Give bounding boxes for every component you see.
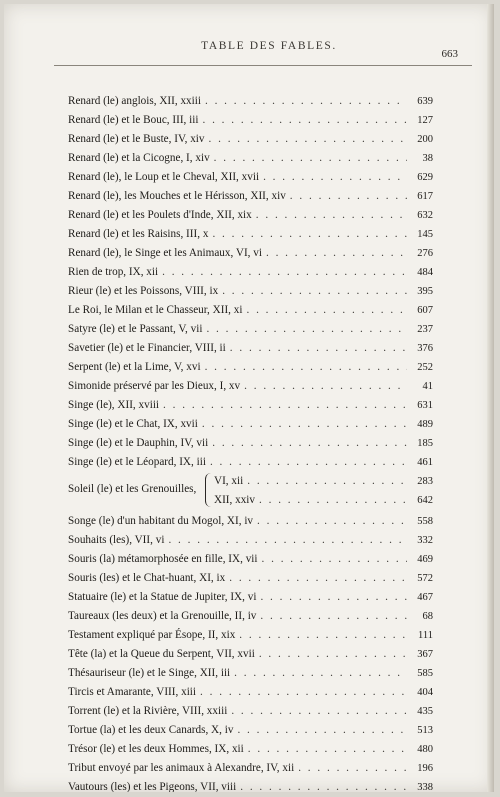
index-entry (68, 532, 433, 548)
entry-title: Simonide préservé par les Dieux, I, xv (68, 380, 241, 392)
index-entry (68, 169, 433, 185)
entry-title: Renard (le) et le Bouc, III, iii (68, 114, 199, 126)
dot-leader (205, 93, 407, 109)
index-entry (68, 378, 433, 394)
index-entry (68, 93, 433, 109)
entry-page: 632 (417, 210, 433, 221)
entry-page: 572 (417, 573, 433, 584)
entry-page: 484 (417, 267, 433, 278)
dot-leader (212, 435, 407, 451)
entry-page: 513 (417, 725, 433, 736)
entry-title: Renard (le) et les Poulets d'Inde, XII, xix (68, 209, 252, 221)
entry-page: 276 (417, 248, 433, 259)
entry-page: 435 (417, 706, 433, 717)
index-entry (68, 302, 433, 318)
entry-page: 68 (422, 611, 433, 622)
entry-title: Souris (la) métamorphosée en fille, IX, vii (68, 553, 258, 565)
dot-leader (247, 473, 407, 489)
entry-page: 467 (417, 592, 433, 603)
index-entry (68, 570, 433, 586)
dot-leader (168, 532, 407, 548)
page-header (4, 40, 494, 60)
index-entry (68, 416, 433, 432)
entry-page: 461 (417, 457, 433, 468)
entry-page: 631 (417, 400, 433, 411)
dot-leader (209, 131, 408, 147)
running-title: TABLE DES FABLES. (201, 40, 337, 52)
dot-leader (210, 454, 407, 470)
entry-page: 283 (417, 476, 433, 487)
entry-title: Tircis et Amarante, VIII, xiii (68, 686, 197, 698)
entry-page: 38 (422, 153, 433, 164)
entry-page: 252 (417, 362, 433, 373)
dot-leader (163, 397, 407, 413)
index-entry (68, 703, 433, 719)
dot-leader (260, 608, 407, 624)
entry-title: Serpent (le) et la Lime, V, xvi (68, 361, 201, 373)
index-entry (68, 513, 433, 529)
dot-leader (259, 492, 407, 508)
entry-title: Singe (le) et le Chat, IX, xvii (68, 418, 198, 430)
dot-leader (222, 283, 407, 299)
entry-title: Renard (le) anglois, XII, xxiii (68, 95, 201, 107)
dot-leader (200, 684, 407, 700)
entry-page: 200 (417, 134, 433, 145)
entry-page: 629 (417, 172, 433, 183)
dot-leader (262, 551, 407, 567)
index-entry (68, 131, 433, 147)
entry-title: Rien de trop, IX, xii (68, 266, 159, 278)
entry-title: Soleil (le) et les Grenouilles, (68, 483, 197, 495)
entry-title: Thésauriseur (le) et le Singe, XII, iii (68, 667, 231, 679)
entry-title: Songe (le) d'un habitant du Mogol, XI, iv (68, 515, 254, 527)
dot-leader (205, 359, 407, 375)
entry-reference: XII, xxiv (214, 494, 256, 506)
entry-reference: VI, xii (214, 475, 244, 487)
entry-page: 404 (417, 687, 433, 698)
dot-leader (298, 760, 407, 776)
page-edge (487, 4, 494, 792)
entry-title: Satyre (le) et le Passant, V, vii (68, 323, 203, 335)
entry-page: 332 (417, 535, 433, 546)
entry-title: Taureaux (les deux) et la Grenouille, II, iv (68, 610, 257, 622)
entry-title: Renard (le), les Mouches et le Hérisson, XII, xiv (68, 190, 286, 202)
index-entry (68, 435, 433, 451)
entry-page: 585 (417, 668, 433, 679)
index-entry (68, 112, 433, 128)
dot-leader (246, 302, 407, 318)
index-entry (68, 589, 433, 605)
index-entry (68, 684, 433, 700)
brace-reference (214, 492, 433, 508)
index-entry (68, 646, 433, 662)
entry-title: Tribut envoyé par les animaux à Alexandre, IV, xii (68, 762, 295, 774)
entry-title: Renard (le), le Loup et le Cheval, XII, xvii (68, 171, 260, 183)
entry-title: Renard (le) et le Buste, IV, xiv (68, 133, 205, 145)
entry-title: Testament expliqué par Ésope, II, xix (68, 629, 236, 641)
entry-page: 617 (417, 191, 433, 202)
dot-leader (212, 226, 407, 242)
index-entry (68, 264, 433, 280)
dot-leader (214, 150, 407, 166)
dot-leader (244, 378, 407, 394)
dot-leader (290, 188, 407, 204)
entry-title: Souris (les) et le Chat-huant, XI, ix (68, 572, 226, 584)
entry-page: 185 (417, 438, 433, 449)
entry-page: 237 (417, 324, 433, 335)
entry-title: Trésor (le) et les deux Hommes, IX, xii (68, 743, 244, 755)
index-entry (68, 454, 433, 470)
entry-title: Savetier (le) et le Financier, VIII, ii (68, 342, 226, 354)
index-entry (68, 665, 433, 681)
dot-leader (202, 112, 407, 128)
dot-leader (234, 665, 407, 681)
dot-leader (259, 646, 407, 662)
index-entry (68, 359, 433, 375)
entry-title: Renard (le), le Singe et les Animaux, VI, vi (68, 247, 262, 259)
dot-leader (257, 513, 407, 529)
entry-title: Renard (le) et les Raisins, III, x (68, 228, 209, 240)
entry-title: Tortue (la) et les deux Canards, X, iv (68, 724, 234, 736)
entry-page: 196 (417, 763, 433, 774)
index-entry (68, 627, 433, 643)
index-entry (68, 226, 433, 242)
entry-title: Souhaits (les), VII, vi (68, 534, 165, 546)
entry-title: Vautours (les) et les Pigeons, VII, viii (68, 781, 237, 792)
dot-leader (202, 416, 407, 432)
entry-page: 395 (417, 286, 433, 297)
entry-page: 376 (417, 343, 433, 354)
entry-title: Singe (le) et le Dauphin, IV, vii (68, 437, 209, 449)
dot-leader (239, 627, 407, 643)
index-entry (68, 321, 433, 337)
entry-page: 127 (417, 115, 433, 126)
dot-leader (229, 570, 407, 586)
brace-reference (214, 473, 433, 489)
index-entry (68, 551, 433, 567)
index-entry (68, 150, 433, 166)
index-entry (68, 760, 433, 776)
entry-page: 367 (417, 649, 433, 660)
entry-page: 41 (422, 381, 433, 392)
dot-leader (256, 207, 407, 223)
entry-title: Torrent (le) et la Rivière, VIII, xxiii (68, 705, 228, 717)
dot-leader (230, 340, 407, 356)
index-entry (68, 340, 433, 356)
entry-page: 145 (417, 229, 433, 240)
entry-title: Le Roi, le Milan et le Chasseur, XII, xi (68, 304, 243, 316)
dot-leader (237, 722, 407, 738)
entry-title: Tête (la) et la Queue du Serpent, VII, xvii (68, 648, 255, 660)
index-entry (68, 188, 433, 204)
index-entry (68, 397, 433, 413)
entry-title: Rieur (le) et les Poissons, VIII, ix (68, 285, 219, 297)
dot-leader (248, 741, 407, 757)
entry-title: Renard (le) et la Cicogne, I, xiv (68, 152, 210, 164)
entry-title: Statuaire (le) et la Statue de Jupiter, IX, vi (68, 591, 257, 603)
index-entry (68, 779, 433, 792)
index-entry (68, 741, 433, 757)
entry-page: 469 (417, 554, 433, 565)
index-entry (68, 207, 433, 223)
entry-page: 489 (417, 419, 433, 430)
dot-leader (231, 703, 407, 719)
book-page (4, 4, 494, 792)
index-entry (68, 608, 433, 624)
entry-page: 480 (417, 744, 433, 755)
dot-leader (260, 589, 407, 605)
index-entry (68, 722, 433, 738)
dot-leader (263, 169, 407, 185)
dot-leader (240, 779, 407, 792)
dot-leader (266, 245, 407, 261)
entry-page: 607 (417, 305, 433, 316)
dot-leader (162, 264, 407, 280)
header-rule (54, 65, 472, 66)
curly-brace (205, 473, 214, 507)
entry-page: 639 (417, 96, 433, 107)
entry-page: 642 (417, 495, 433, 506)
index-entry (68, 283, 433, 299)
entry-title: Singe (le), XII, xviii (68, 399, 160, 411)
index-entry-braced (68, 473, 433, 509)
page-number: 663 (441, 48, 458, 60)
entry-page: 338 (417, 782, 433, 792)
entry-page: 111 (418, 630, 433, 641)
dot-leader (206, 321, 407, 337)
entry-title: Singe (le) et le Léopard, IX, iii (68, 456, 206, 468)
index-entry (68, 245, 433, 261)
entry-page: 558 (417, 516, 433, 527)
